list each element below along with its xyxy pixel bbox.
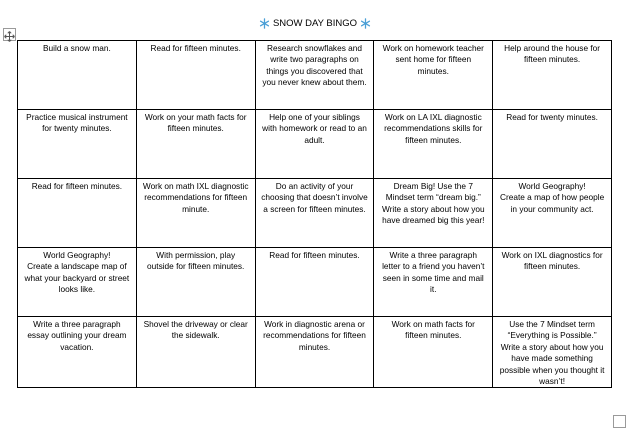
- bingo-cell[interactable]: World Geography! Create a landscape map of what your backyard or street looks like.: [18, 248, 137, 317]
- bingo-cell[interactable]: Read for fifteen minutes.: [18, 179, 137, 248]
- snowflake-icon: [360, 18, 371, 29]
- bingo-cell[interactable]: Read for fifteen minutes.: [255, 248, 374, 317]
- bingo-cell[interactable]: Read for twenty minutes.: [493, 110, 612, 179]
- bingo-cell[interactable]: Practice musical instrument for twenty minutes.: [18, 110, 137, 179]
- bingo-cell[interactable]: Help one of your siblings with homework or read to an adult.: [255, 110, 374, 179]
- table-move-handle[interactable]: [3, 28, 16, 41]
- move-handle-icon: [4, 31, 15, 42]
- bingo-cell[interactable]: Work on homework teacher sent home for fifteen minutes.: [374, 41, 493, 110]
- title-text: SNOW DAY BINGO: [272, 18, 358, 29]
- bingo-cell[interactable]: Work on LA IXL diagnostic recommendations skills for fifteen minutes.: [374, 110, 493, 179]
- bingo-cell[interactable]: Use the 7 Mindset term “Everything is Possible.” Write a story about how you have made something possible when you thought it wasn’t!: [493, 317, 612, 388]
- bingo-table: [17, 40, 612, 388]
- bingo-cell[interactable]: World Geography! Create a map of how people in your community act.: [493, 179, 612, 248]
- table-row: [18, 248, 612, 317]
- table-row: [18, 317, 612, 388]
- bingo-cell[interactable]: Work on IXL diagnostics for fifteen minutes.: [493, 248, 612, 317]
- bingo-cell[interactable]: Do an activity of your choosing that doesn’t involve a screen for fifteen minutes.: [255, 179, 374, 248]
- bingo-cell[interactable]: Dream Big! Use the 7 Mindset term “dream big.” Write a story about how you have dreamed big this year!: [374, 179, 493, 248]
- page-title: [0, 18, 630, 29]
- bingo-cell[interactable]: Write a three paragraph essay outlining your dream vacation.: [18, 317, 137, 388]
- bingo-cell[interactable]: Work on math IXL diagnostic recommendations for fifteen minute.: [136, 179, 255, 248]
- bingo-cell[interactable]: With permission, play outside for fifteen minutes.: [136, 248, 255, 317]
- table-row: [18, 110, 612, 179]
- snowflake-icon: [259, 18, 270, 29]
- bingo-cell[interactable]: Write a three paragraph letter to a friend you haven’t seen in some time and mail it.: [374, 248, 493, 317]
- bingo-cell[interactable]: Work on your math facts for fifteen minutes.: [136, 110, 255, 179]
- table-resize-handle[interactable]: [613, 415, 626, 428]
- bingo-cell[interactable]: Help around the house for fifteen minutes.: [493, 41, 612, 110]
- bingo-cell[interactable]: Shovel the driveway or clear the sidewalk.: [136, 317, 255, 388]
- bingo-cell[interactable]: Work in diagnostic arena or recommendations for fifteen minutes.: [255, 317, 374, 388]
- bingo-cell[interactable]: Build a snow man.: [18, 41, 137, 110]
- table-row: [18, 41, 612, 110]
- table-row: [18, 179, 612, 248]
- bingo-cell[interactable]: Read for fifteen minutes.: [136, 41, 255, 110]
- bingo-cell[interactable]: Work on math facts for fifteen minutes.: [374, 317, 493, 388]
- bingo-cell[interactable]: Research snowflakes and write two paragraphs on things you discovered that you never knew about them.: [255, 41, 374, 110]
